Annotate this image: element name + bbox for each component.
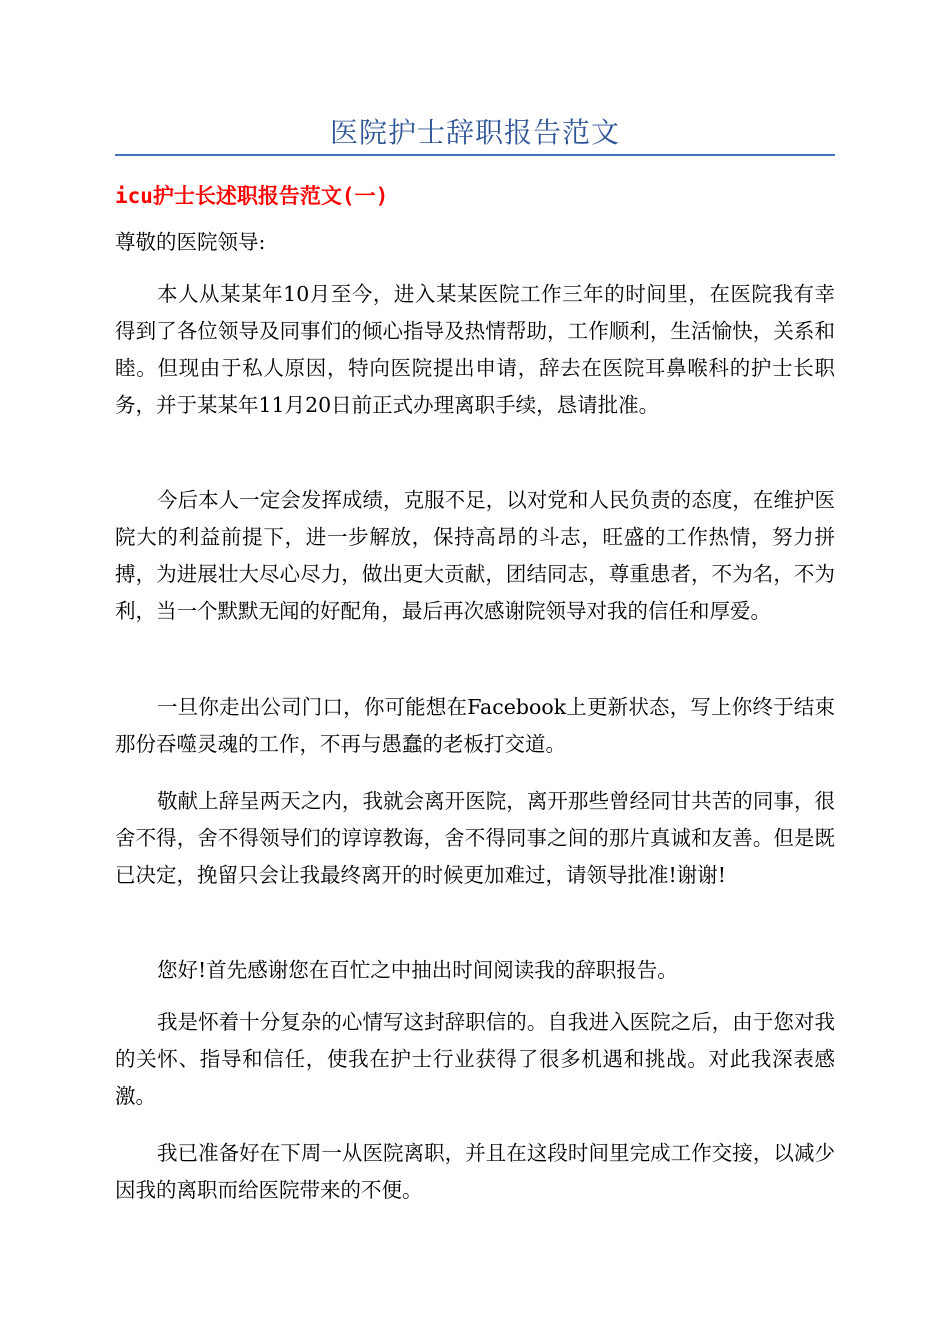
title-underline [115,154,835,156]
section-heading: icu护士长述职报告范文(一) [115,184,389,208]
document-title: 医院护士辞职报告范文 [329,116,620,149]
paragraph-2: 今后本人一定会发挥成绩，克服不足，以对党和人民负责的态度，在维护医院大的利益前提下，进一步解放，保持高昂的斗志，旺盛的工作热情，努力拼搏，为进展壮大尽心尽力，做出更大贡献，团结同志，尊重患者，不为名，不为利，当一个默默无闻的好配角，最后再次感谢院领导对我的信任和厚爱。 [115,488,835,623]
paragraph-7: 我已准备好在下周一从医院离职，并且在这段时间里完成工作交接，以减少因我的离职而给医院带来的不便。 [115,1141,835,1202]
salutation: 尊敬的医院领导: [115,230,266,254]
paragraph-4: 敬献上辞呈两天之内，我就会离开医院，离开那些曾经同甘共苦的同事，很舍不得，舍不得领导们的谆谆教诲，舍不得同事之间的那片真诚和友善。但是既已决定，挽留只会让我最终离开的时候更加难过，请领导批准!谢谢! [115,789,835,887]
paragraph-5: 您好!首先感谢您在百忙之中抽出时间阅读我的辞职报告。 [157,958,678,982]
paragraph-6: 我是怀着十分复杂的心情写这封辞职信的。自我进入医院之后，由于您对我的关怀、指导和信任，使我在护士行业获得了很多机遇和挑战。对此我深表感激。 [115,1010,835,1108]
paragraph-3: 一旦你走出公司门口，你可能想在Facebook上更新状态，写上你终于结束那份吞噬灵魂的工作，不再与愚蠢的老板打交道。 [115,695,835,756]
paragraph-1: 本人从某某年10月至今，进入某某医院工作三年的时间里，在医院我有幸得到了各位领导及同事们的倾心指导及热情帮助，工作顺利，生活愉快，关系和睦。但现由于私人原因，特向医院提出申请，辞去在医院耳鼻喉科的护士长职务，并于某某年11月20日前正式办理离职手续，恳请批准。 [115,282,835,417]
